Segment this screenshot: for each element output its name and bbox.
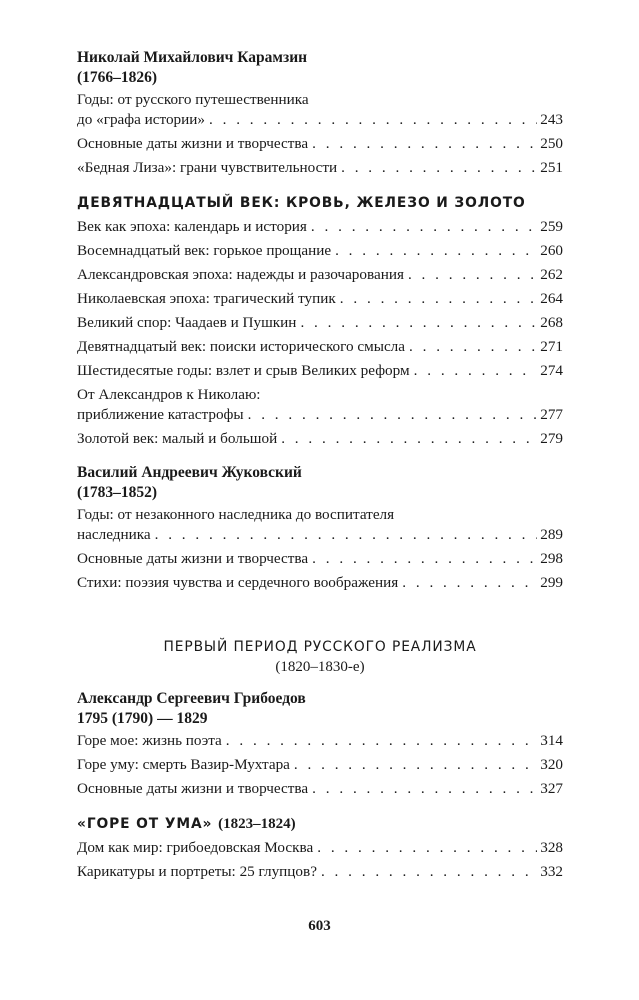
toc-entry-title: «Бедная Лиза»: грани чувствительности [77,159,338,176]
toc-page-number: 279 [540,430,563,447]
toc-list [77,838,563,882]
dot-leader [294,755,537,775]
dot-leader [300,313,537,333]
dot-leader [281,429,537,449]
table-of-contents [77,48,563,886]
toc-page-number: 259 [540,218,563,235]
toc-entry-title: Век как эпоха: календарь и история [77,218,307,235]
toc-entry[interactable] [77,779,563,799]
toc-entry[interactable] [77,573,563,593]
toc-page-number: 298 [540,550,563,567]
toc-page-number: 314 [540,732,563,749]
author-years: (1766–1826) [77,69,158,86]
toc-entry[interactable] [77,217,563,237]
toc-page-number: 332 [540,863,563,880]
toc-page-number: 328 [540,839,563,856]
author-heading [77,463,563,503]
toc-entry[interactable] [77,505,563,545]
dot-leader [312,134,537,154]
toc-entry[interactable] [77,313,563,333]
author-years: 1795 (1790) — 1829 [77,710,208,727]
toc-page-number: 250 [540,135,563,152]
dot-leader [248,405,538,425]
period-years: (1820–1830-е) [275,659,365,675]
author-heading [77,48,563,88]
toc-page-number: 299 [540,574,563,591]
toc-entry[interactable] [77,289,563,309]
toc-page-number: 251 [540,159,563,176]
toc-entry-title: приближение катастрофы [77,406,244,423]
toc-entry[interactable] [77,265,563,285]
dot-leader [311,217,537,237]
toc-list [77,217,563,449]
toc-entry[interactable] [77,862,563,882]
author-heading [77,689,563,729]
toc-entry-title: Великий спор: Чаадаев и Пушкин [77,314,297,331]
dot-leader [226,731,537,751]
toc-list [77,505,563,593]
toc-entry-title: Карикатуры и портреты: 25 глупцов? [77,863,317,880]
toc-list [77,90,563,178]
toc-page-number: 264 [540,290,563,307]
dot-leader [209,110,537,130]
dot-leader [312,549,537,569]
toc-entry-first-line: От Александров к Николаю: [77,386,261,403]
toc-page-number: 268 [540,314,563,331]
toc-page-number: 243 [540,111,563,128]
author-name: Александр Сергеевич Грибоедов [77,690,306,707]
toc-list [77,731,563,799]
author-years: (1783–1852) [77,484,158,501]
dot-leader [414,361,538,381]
toc-entry-title: Александровская эпоха: надежды и разочарования [77,266,404,283]
toc-page-number: 260 [540,242,563,259]
toc-page-number: 262 [540,266,563,283]
section-heading: ДЕВЯТНАДЦАТЫЙ ВЕК: КРОВЬ, ЖЕЛЕЗО И ЗОЛОТО [77,195,526,211]
dot-leader [402,573,537,593]
period-title: ПЕРВЫЙ ПЕРИОД РУССКОГО РЕАЛИЗМА [163,639,477,655]
toc-entry-title: Дом как мир: грибоедовская Москва [77,839,314,856]
dot-leader [340,289,537,309]
toc-entry[interactable] [77,241,563,261]
dot-leader [312,779,537,799]
toc-entry[interactable] [77,838,563,858]
dot-leader [155,525,538,545]
dot-leader [408,265,537,285]
dot-leader [341,158,537,178]
toc-entry-title: Шестидесятые годы: взлет и срыв Великих реформ [77,362,410,379]
toc-page-number: 320 [540,756,563,773]
toc-entry[interactable] [77,429,563,449]
dot-leader [335,241,537,261]
toc-page-number: 327 [540,780,563,797]
toc-entry[interactable] [77,731,563,751]
toc-entry-title: Горе мое: жизнь поэта [77,732,222,749]
toc-entry[interactable] [77,385,563,425]
toc-entry[interactable] [77,755,563,775]
work-years: (1823–1824) [218,816,296,832]
toc-entry[interactable] [77,134,563,154]
toc-entry-title: Восемнадцатый век: горькое прощание [77,242,332,259]
toc-entry[interactable] [77,361,563,381]
dot-leader [317,838,537,858]
author-name: Николай Михайлович Карамзин [77,49,308,66]
toc-entry-title: Николаевская эпоха: трагический тупик [77,290,336,307]
toc-entry-first-line: Годы: от незаконного наследника до воспитателя [77,506,395,523]
toc-entry-title: Основные даты жизни и творчества [77,135,309,152]
toc-entry-title: Стихи: поэзия чувства и сердечного воображения [77,574,399,591]
period-heading [77,637,563,677]
toc-entry-title: Основные даты жизни и творчества [77,550,309,567]
toc-entry[interactable] [77,549,563,569]
toc-entry[interactable] [77,337,563,357]
toc-entry-title: Основные даты жизни и творчества [77,780,309,797]
toc-entry[interactable] [77,90,563,130]
toc-entry-title: до «графа истории» [77,111,205,128]
toc-page-number: 289 [540,526,563,543]
toc-entry-first-line: Годы: от русского путешественника [77,91,309,108]
toc-page-number: 277 [540,406,563,423]
toc-page-number: 271 [540,338,563,355]
page-number: 603 [308,918,331,934]
toc-entry-title: Девятнадцатый век: поиски исторического смысла [77,338,406,355]
dot-leader [409,337,537,357]
work-heading [77,815,563,834]
author-name: Василий Андреевич Жуковский [77,464,302,481]
toc-entry-title: Горе уму: смерть Вазир-Мухтара [77,756,290,773]
toc-entry-title: Золотой век: малый и большой [77,430,278,447]
dot-leader [321,862,537,882]
toc-entry-title: наследника [77,526,151,543]
toc-entry[interactable] [77,158,563,178]
work-title: «ГОРЕ ОТ УМА» [77,816,213,832]
toc-page-number: 274 [540,362,563,379]
